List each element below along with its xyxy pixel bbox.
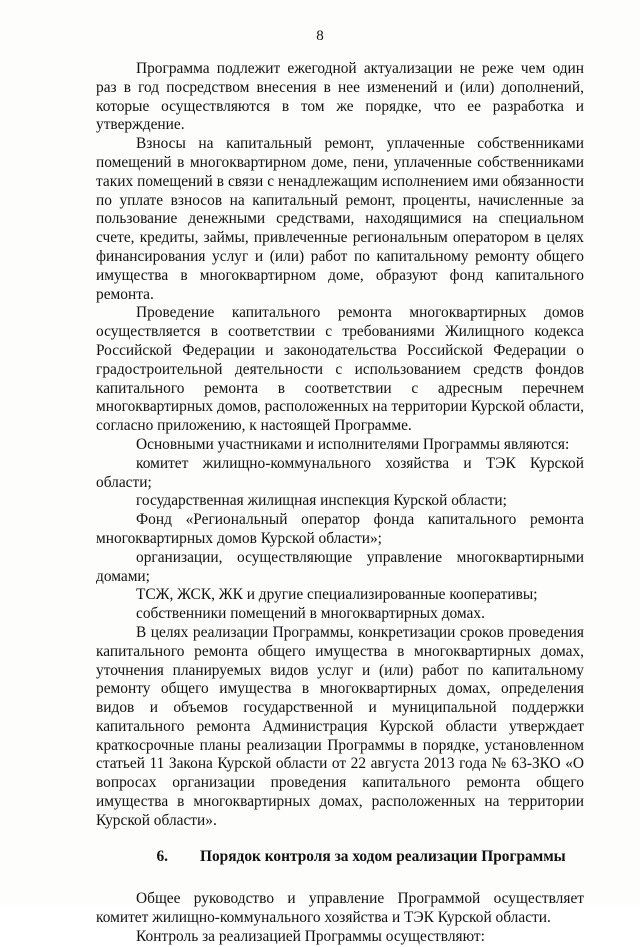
paragraph-repair-procedure: Проведение капитального ремонта многоквартирных домов осуществляется в соответствии с требованиями Жилищного кодекса Российской Федерации и законодательства Российской Федерации о градостроительной деятельности с использованием средств фондов капитального ремонта в соответствии с адресным перечнем многоквартирных домов, расположенных на территории Курской области, согласно приложению, к настоящей Программе. xyxy=(96,304,584,435)
paragraph-control-intro: Контроль за реализацией Программы осуществляют: xyxy=(136,928,485,946)
list-item-housing-inspection: государственная жилищная инспекция Курской области; xyxy=(136,492,507,510)
paragraph-actualization: Программа подлежит ежегодной актуализации не реже чем один раз в год посредством внесения в нее изменений и (или) дополнений, которые осуществляются в том же порядке, что ее разработка и утверждение. xyxy=(96,60,584,134)
paragraph-short-term-plans: В целях реализации Программы, конкретизации сроков проведения капитального ремонта общего имущества в многоквартирных домах, уточнения планируемых видов услуг и (или) работ по капитальному ремонту общего имущества в многоквартирных домах, определения видов и объемов государственной и муниципальной поддержки капитального ремонта Администрация Курской области утверждает краткосрочные планы реализации Программы в порядке, установленном статьей 11 Закона Курской области от 22 августа 2013 года № 63-ЗКО «О вопросах организации проведения капитального ремонта общего имущества в многоквартирных домах, расположенных на территории Курской области». xyxy=(96,623,584,829)
list-item-regional-operator: Фонд «Региональный оператор фонда капитального ремонта многоквартирных домов Курской области»; xyxy=(96,511,584,547)
paragraph-contributions: Взносы на капитальный ремонт, уплаченные собственниками помещений в многоквартирном доме, пени, уплаченные собственниками таких помещений в связи с ненадлежащим исполнением ими обязанности по уплате взносов на капитальный ремонт, проценты, начисленные за пользование денежными средствами, находящимися на специальном счете, кредиты, займы, привлеченные региональным оператором в целях финансирования услуг и (или) работ по капитальному ремонту общего имущества в многоквартирном доме, образуют фонд капитального ремонта. xyxy=(96,135,584,303)
paragraph-participants-intro: Основными участниками и исполнителями Программы являются: xyxy=(136,435,570,453)
document-body xyxy=(96,60,584,947)
list-item-management-organizations: организации, осуществляющие управление многоквартирными домами; xyxy=(96,548,584,585)
section-heading xyxy=(96,848,584,867)
page-number: 8 xyxy=(316,28,324,44)
list-item-cooperatives: ТСЖ, ЖСК, ЖК и другие специализированные кооперативы; xyxy=(136,586,538,604)
list-item-housing-committee: комитет жилищно-коммунального хозяйства и ТЭК Курской области; xyxy=(96,454,584,491)
section-title: Порядок контроля за ходом реализации Программы xyxy=(200,847,566,865)
list-item-owners: собственники помещений в многоквартирных домах. xyxy=(136,605,485,623)
paragraph-general-management: Общее руководство и управление Программой осуществляет комитет жилищно-коммунального хозяйства и ТЭК Курской области. xyxy=(96,890,584,927)
section-number: 6. xyxy=(156,847,168,865)
